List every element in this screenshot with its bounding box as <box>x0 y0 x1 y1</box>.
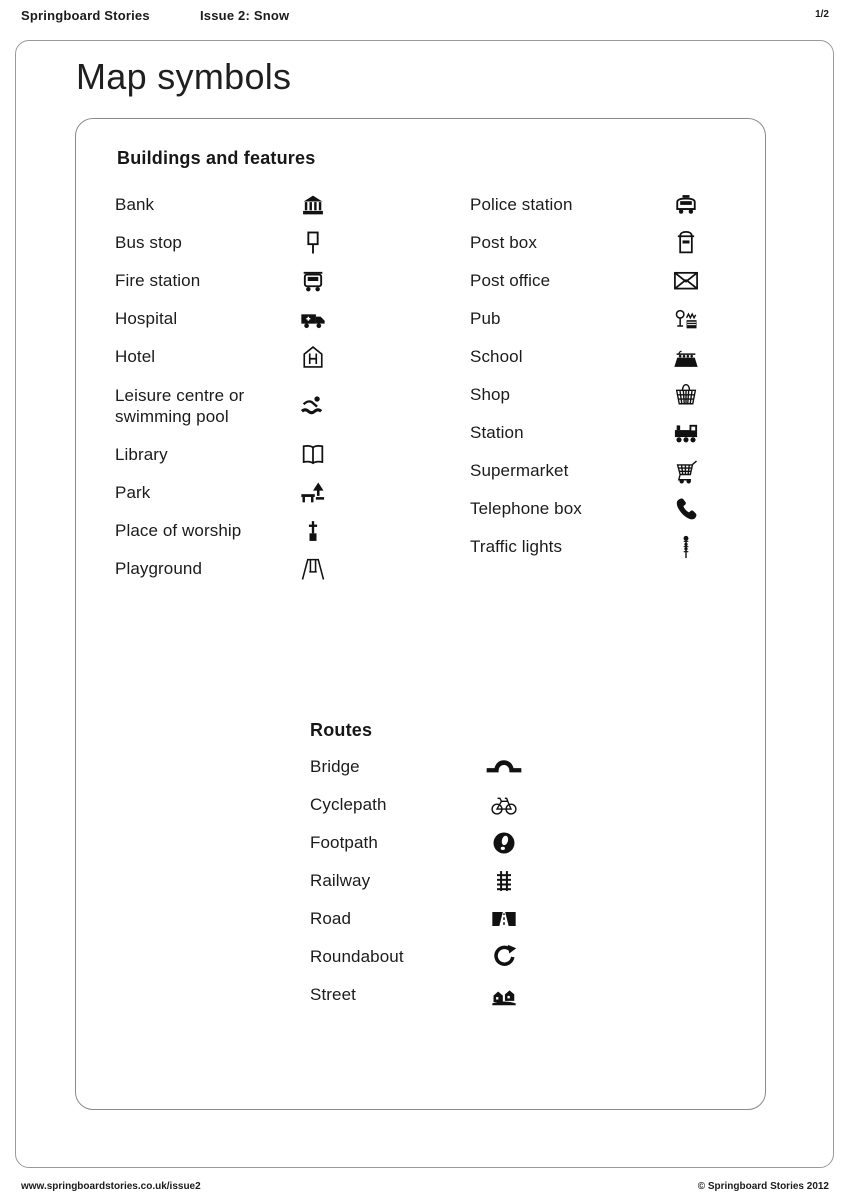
ambulance-icon <box>291 305 335 333</box>
symbol-label: Playground <box>115 559 203 579</box>
page-indicator: 1/2 <box>815 9 829 20</box>
list-item <box>310 976 526 1014</box>
basket-icon <box>664 381 708 409</box>
street-houses-icon <box>482 981 526 1009</box>
symbol-label: Bus stop <box>115 233 182 253</box>
list-item <box>310 862 526 900</box>
list-item <box>310 824 526 862</box>
bridge-icon <box>482 754 526 780</box>
symbol-label: Traffic lights <box>470 537 563 557</box>
list-item <box>470 452 708 490</box>
symbol-label: Shop <box>470 385 511 405</box>
list-item <box>470 262 708 300</box>
header-brand: Springboard Stories <box>21 8 150 23</box>
symbol-label: Post office <box>470 271 551 291</box>
park-icon <box>291 479 335 507</box>
symbol-label: Road <box>310 909 352 929</box>
open-book-icon <box>291 441 335 469</box>
roundabout-arrow-icon <box>482 943 526 971</box>
list-item <box>470 490 708 528</box>
list-item <box>115 436 335 474</box>
list-item <box>115 550 335 588</box>
symbol-label: School <box>470 347 523 367</box>
symbol-label: Station <box>470 423 524 443</box>
list-item <box>470 224 708 262</box>
police-car-icon <box>664 191 708 219</box>
train-icon <box>664 419 708 447</box>
list-item <box>310 900 526 938</box>
road-icon <box>482 905 526 933</box>
symbol-label: Telephone box <box>470 499 582 519</box>
list-item <box>115 262 335 300</box>
list-item <box>115 512 335 550</box>
symbol-label: Bank <box>115 195 155 215</box>
list-item <box>115 376 335 436</box>
worship-cross-icon <box>291 517 335 545</box>
symbol-label: Bridge <box>310 757 360 777</box>
list-item <box>470 338 708 376</box>
footer-copyright: © Springboard Stories 2012 <box>697 1181 829 1192</box>
buildings-left-column <box>115 186 335 588</box>
list-item <box>470 186 708 224</box>
buildings-heading: Buildings and features <box>117 148 316 168</box>
fire-engine-icon <box>291 267 335 295</box>
symbol-label: Pub <box>470 309 501 329</box>
list-item <box>470 300 708 338</box>
traffic-lights-icon <box>664 533 708 561</box>
routes-section <box>310 712 526 1014</box>
routes-heading: Routes <box>310 719 373 740</box>
footer-url: www.springboardstories.co.uk/issue2 <box>21 1181 201 1192</box>
swimmer-icon <box>291 392 335 420</box>
hotel-icon <box>291 343 335 371</box>
telephone-icon <box>664 495 708 523</box>
symbol-label: Police station <box>470 195 573 215</box>
symbol-label: Cyclepath <box>310 795 387 815</box>
symbol-label: Place of worship <box>115 521 242 541</box>
list-item <box>115 338 335 376</box>
list-item <box>115 224 335 262</box>
symbol-label: Hospital <box>115 309 178 329</box>
footprint-icon <box>482 829 526 857</box>
symbol-label: Leisure centre or swimming pool <box>115 385 245 426</box>
symbol-label: Railway <box>310 871 371 891</box>
trolley-icon <box>664 457 708 485</box>
bank-icon <box>291 191 335 219</box>
post-box-icon <box>664 229 708 257</box>
list-item <box>470 414 708 452</box>
header-issue: Issue 2: Snow <box>200 8 290 23</box>
symbol-label: Footpath <box>310 833 378 853</box>
list-item <box>470 376 708 414</box>
pub-glass-icon <box>664 305 708 333</box>
symbol-label: Fire station <box>115 271 201 291</box>
list-item <box>115 186 335 224</box>
railway-track-icon <box>482 867 526 895</box>
list-item <box>310 748 526 786</box>
swing-icon <box>291 555 335 583</box>
symbol-label: Library <box>115 445 168 465</box>
envelope-icon <box>664 267 708 295</box>
bus-stop-icon <box>291 229 335 257</box>
symbol-label: Hotel <box>115 347 156 367</box>
bicycle-icon <box>482 791 526 819</box>
list-item <box>115 474 335 512</box>
abacus-icon <box>664 343 708 371</box>
page-title: Map symbols <box>76 56 292 97</box>
symbol-label: Supermarket <box>470 461 569 481</box>
list-item <box>470 528 708 566</box>
list-item <box>115 300 335 338</box>
symbol-label: Roundabout <box>310 947 404 967</box>
symbol-label: Street <box>310 985 356 1005</box>
list-item <box>310 938 526 976</box>
symbol-label: Post box <box>470 233 537 253</box>
symbol-label: Park <box>115 483 151 503</box>
buildings-right-column <box>470 186 708 566</box>
list-item <box>310 786 526 824</box>
